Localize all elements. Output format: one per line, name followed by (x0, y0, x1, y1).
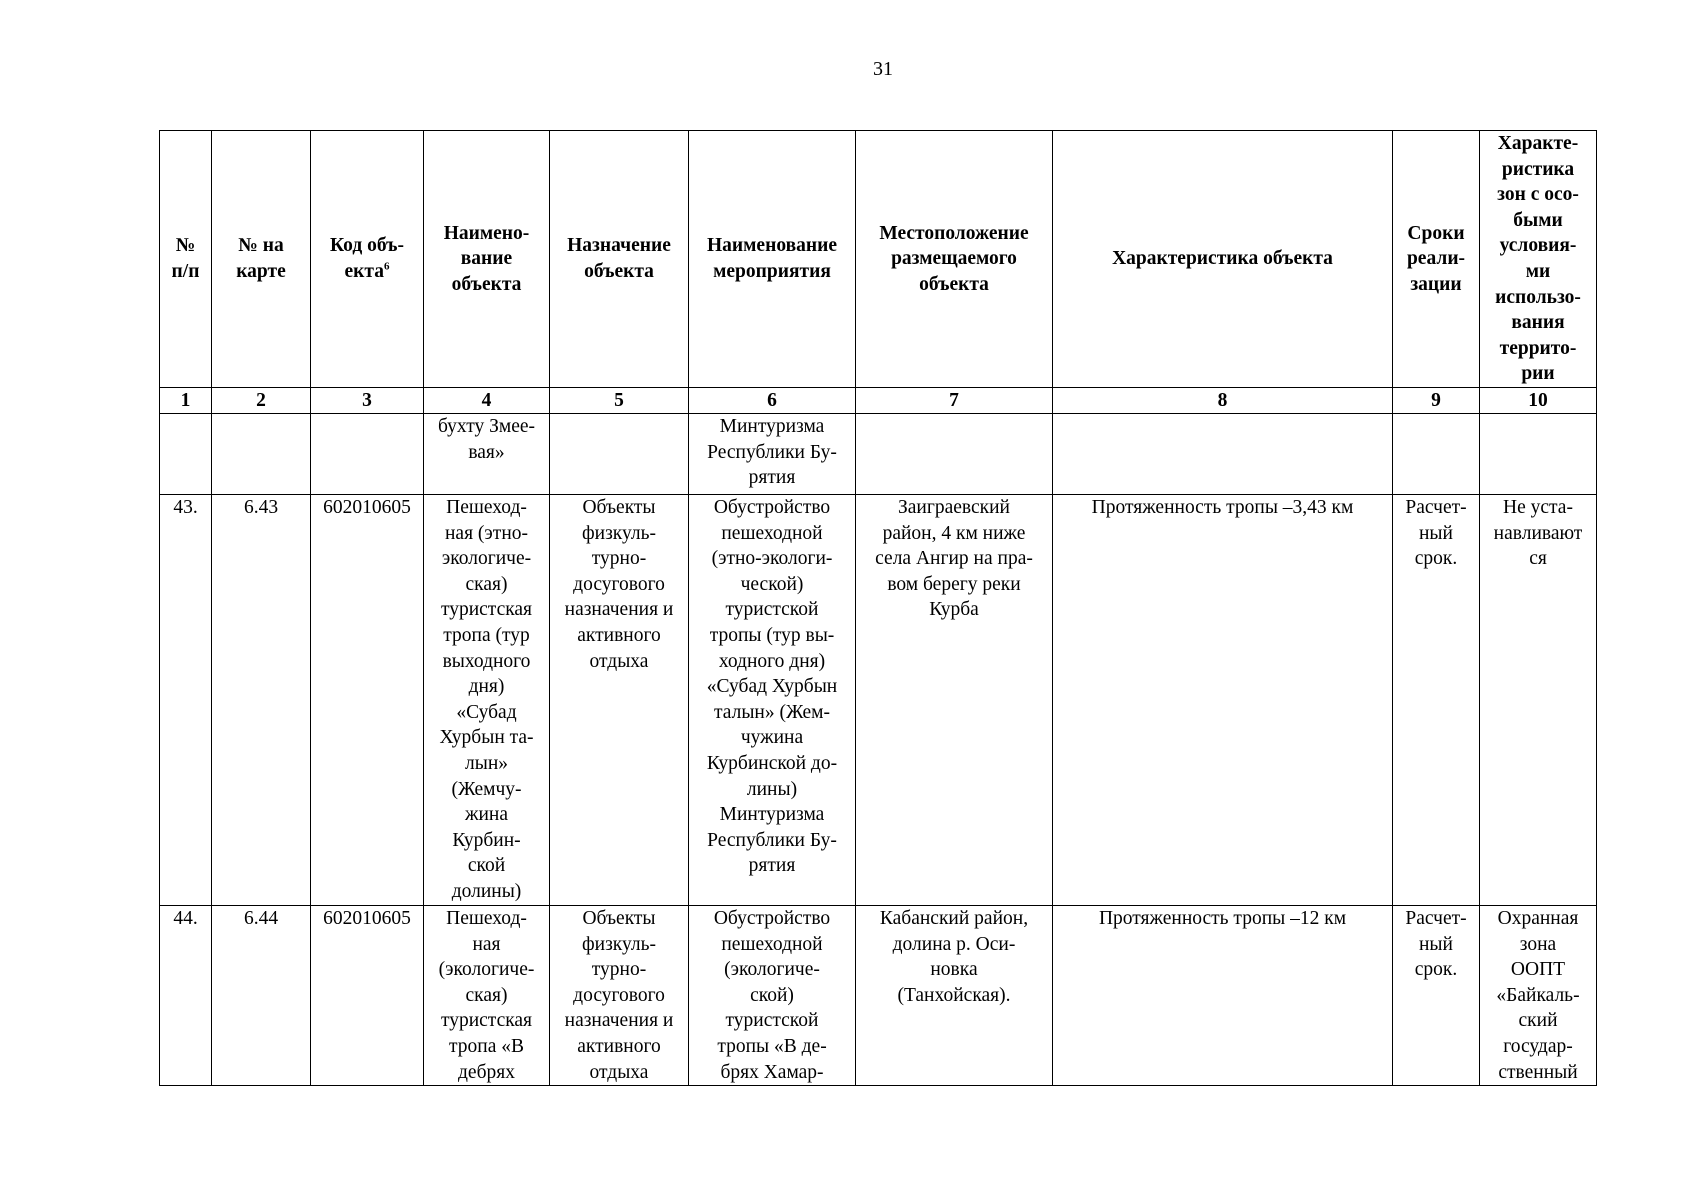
column-number: 6 (689, 388, 856, 414)
column-number: 7 (856, 388, 1053, 414)
header-term: Сроки реали- зации (1393, 131, 1480, 388)
cell-object-code (311, 414, 424, 495)
header-map-number: № на карте (212, 131, 311, 388)
column-number: 4 (424, 388, 550, 414)
cell-row-number (160, 414, 212, 495)
cell-object-code: 602010605 (311, 906, 424, 1086)
table-row (160, 495, 1597, 906)
column-number: 5 (550, 388, 689, 414)
header-characteristic: Характеристика объекта (1053, 131, 1393, 388)
header-zones: Характе- ристика зон с осо- быми условия- ми использо- вания террито- рии (1480, 131, 1597, 388)
header-object-code: Код объ- екта$^6$ (311, 131, 424, 388)
page-number: 31 (873, 58, 893, 80)
header-row (160, 131, 1597, 388)
cell-zones: Охранная зона ООПТ «Байкаль- ский государ- ственный (1480, 906, 1597, 1086)
footnote-marker: 6 (383, 260, 390, 273)
cell-object-purpose (550, 414, 689, 495)
cell-measure-name: Обустройство пешеходной (этно-экологи- ческой) туристской тропы (тур вы- ходного дня) «Субад Хурбын талын» (Жем- чужина Курбинской до- лины) Минтуризма Республики Бу- рятия (689, 495, 856, 906)
cell-object-code: 602010605 (311, 495, 424, 906)
cell-characteristic (1053, 414, 1393, 495)
column-number: 9 (1393, 388, 1480, 414)
column-number: 3 (311, 388, 424, 414)
objects-table (159, 130, 1597, 1086)
column-number: 2 (212, 388, 311, 414)
cell-term (1393, 414, 1480, 495)
cell-object-name: бухту Змее- вая» (424, 414, 550, 495)
column-number: 1 (160, 388, 212, 414)
cell-object-name: Пешеход- ная (экологиче- ская) туристская тропа «В дебрях (424, 906, 550, 1086)
cell-object-purpose: Объекты физкуль- турно- досугового назначения и активного отдыха (550, 906, 689, 1086)
cell-measure-name: Минтуризма Республики Бу- рятия (689, 414, 856, 495)
cell-zones: Не уста- навливают ся (1480, 495, 1597, 906)
column-number-row (160, 388, 1597, 414)
cell-object-name: Пешеход- ная (этно- экологиче- ская) туристская тропа (тур выходного дня) «Субад Хурбын та- лын» (Жемчу- жина Курбин- ской долины) (424, 495, 550, 906)
cell-map-number (212, 414, 311, 495)
cell-location: Заиграевский район, 4 км ниже села Ангир на пра- вом берегу реки Курба (856, 495, 1053, 906)
column-number: 8 (1053, 388, 1393, 414)
header-measure-name: Наименование мероприятия (689, 131, 856, 388)
cell-zones (1480, 414, 1597, 495)
cell-location: Кабанский район, долина р. Оси- новка (Танхойская). (856, 906, 1053, 1086)
cell-row-number: 44. (160, 906, 212, 1086)
column-number: 10 (1480, 388, 1597, 414)
header-object-name: Наимено- вание объекта (424, 131, 550, 388)
cell-location (856, 414, 1053, 495)
cell-object-purpose: Объекты физкуль- турно- досугового назначения и активного отдыха (550, 495, 689, 906)
cell-row-number: 43. (160, 495, 212, 906)
cell-term: Расчет- ный срок. (1393, 495, 1480, 906)
header-row-number: № п/п (160, 131, 212, 388)
cell-characteristic: Протяженность тропы –3,43 км (1053, 495, 1393, 906)
header-location: Местоположение размещаемого объекта (856, 131, 1053, 388)
cell-map-number: 6.43 (212, 495, 311, 906)
table-row (160, 906, 1597, 1086)
cell-term: Расчет- ный срок. (1393, 906, 1480, 1086)
cell-map-number: 6.44 (212, 906, 311, 1086)
table-row (160, 414, 1597, 495)
cell-characteristic: Протяженность тропы –12 км (1053, 906, 1393, 1086)
header-object-purpose: Назначение объекта (550, 131, 689, 388)
cell-measure-name: Обустройство пешеходной (экологиче- ской) туристской тропы «В де- брях Хамар- (689, 906, 856, 1086)
